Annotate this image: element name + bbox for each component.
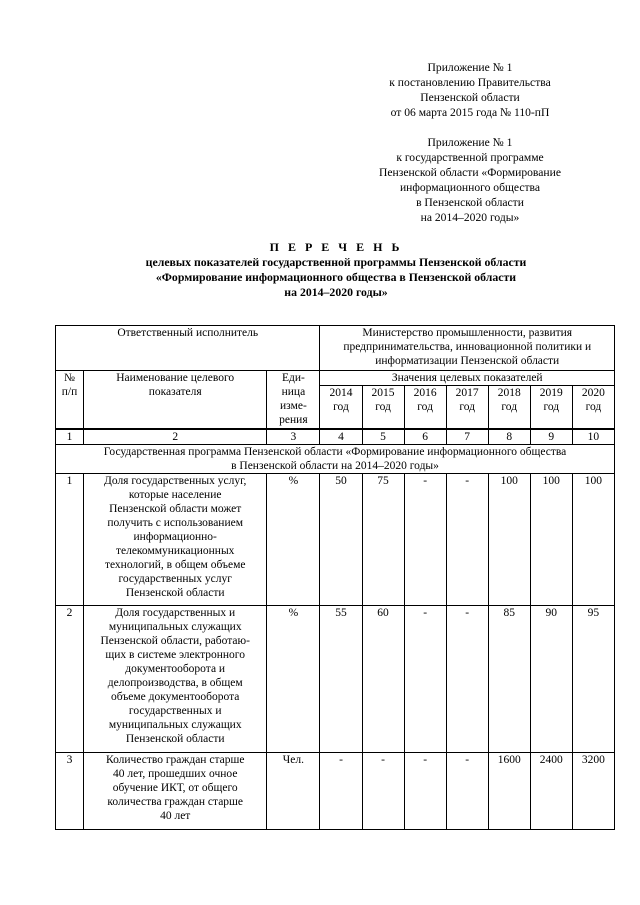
indicator-name-line: документооборота и bbox=[125, 663, 226, 675]
header-row bbox=[56, 371, 615, 386]
indicator-name-line: государственных услуг bbox=[118, 573, 232, 585]
year-cell bbox=[530, 386, 572, 430]
year-text: 2014 bbox=[329, 387, 353, 399]
column-number-cell: 5 bbox=[362, 429, 404, 445]
appendix-program-reference bbox=[360, 135, 580, 225]
value-cell: - bbox=[362, 753, 404, 830]
table-row bbox=[56, 753, 615, 830]
program-line: Государственная программа Пензенской области «Формирование информационного общества bbox=[103, 446, 567, 458]
appendix2-line: к государственной программе bbox=[396, 151, 544, 164]
indicator-name-line: 40 лет, прошедших очное bbox=[112, 768, 238, 780]
indicator-name-line: получить с использованием bbox=[107, 517, 243, 529]
header-values-cell bbox=[320, 371, 615, 386]
value-cell: 100 bbox=[488, 474, 530, 606]
year-cell bbox=[488, 386, 530, 430]
responsible-row bbox=[56, 326, 615, 371]
indicator-name-line: Пензенской области, работаю- bbox=[100, 635, 250, 647]
indicator-name-line: Пензенской области bbox=[125, 587, 225, 599]
table-row bbox=[56, 474, 615, 606]
year-cell bbox=[572, 386, 614, 430]
responsible-line: предпринимательства, инновационной политики и bbox=[343, 341, 592, 353]
indicator-name-line: Доля государственных услуг, bbox=[104, 475, 247, 487]
appendix1-line: от 06 марта 2015 года № 110-пП bbox=[390, 106, 550, 119]
header-text: изме- bbox=[280, 400, 307, 412]
appendix2-line: на 2014–2020 годы» bbox=[420, 211, 520, 224]
header-text: Еди- bbox=[281, 372, 305, 384]
indicator-name-line: обучение ИКТ, от общего bbox=[112, 782, 238, 794]
document-title bbox=[0, 240, 640, 300]
year-text: год bbox=[585, 401, 602, 413]
table-row bbox=[56, 606, 615, 753]
column-number-cell: 6 bbox=[404, 429, 446, 445]
row-number: 3 bbox=[56, 753, 84, 830]
title-line: на 2014–2020 годы» bbox=[284, 285, 388, 299]
value-cell: 3200 bbox=[572, 753, 614, 830]
value-cell: 1600 bbox=[488, 753, 530, 830]
column-number-cell: 9 bbox=[530, 429, 572, 445]
header-text: Наименование целевого bbox=[116, 372, 235, 384]
value-cell: - bbox=[446, 753, 488, 830]
indicator-name-line: которые население bbox=[128, 489, 222, 501]
column-number-cell: 4 bbox=[320, 429, 362, 445]
column-number-cell: 8 bbox=[488, 429, 530, 445]
program-row bbox=[56, 445, 615, 474]
value-cell: - bbox=[404, 606, 446, 753]
year-cell bbox=[362, 386, 404, 430]
indicator-name-line: Количество граждан старше bbox=[105, 754, 245, 766]
appendix2-line: в Пензенской области bbox=[416, 196, 524, 209]
year-text: 2018 bbox=[497, 387, 521, 399]
value-cell: - bbox=[320, 753, 362, 830]
header-text: показателя bbox=[148, 386, 202, 398]
year-text: год bbox=[375, 401, 391, 413]
value-cell: 50 bbox=[320, 474, 362, 606]
appendix1-line: к постановлению Правительства bbox=[389, 76, 551, 89]
indicator-name-line: щих в системе электронного bbox=[105, 649, 245, 661]
responsible-label-cell bbox=[56, 326, 320, 371]
appendix1-line: Приложение № 1 bbox=[427, 61, 513, 74]
appendix2-line: информационного общества bbox=[399, 181, 541, 194]
header-text: п/п bbox=[61, 386, 78, 398]
year-text: год bbox=[501, 401, 518, 413]
year-text: год bbox=[459, 401, 476, 413]
indicator-name-line: Доля государственных и bbox=[115, 607, 236, 619]
value-cell: 55 bbox=[320, 606, 362, 753]
year-text: год bbox=[333, 401, 349, 413]
responsible-value-cell bbox=[320, 326, 615, 371]
value-cell: 75 bbox=[362, 474, 404, 606]
indicator-name-line: делопроизводства, в общем bbox=[107, 677, 243, 689]
indicator-name-line: 40 лет bbox=[160, 810, 191, 822]
header-num-cell bbox=[56, 371, 84, 430]
value-cell: 2400 bbox=[530, 753, 572, 830]
program-cell bbox=[56, 445, 615, 474]
indicator-name-line: объеме документооборота bbox=[111, 691, 240, 703]
indicators-table bbox=[55, 325, 615, 830]
year-text: 2015 bbox=[371, 387, 395, 399]
header-name-cell bbox=[84, 371, 267, 430]
value-cell: 90 bbox=[530, 606, 572, 753]
header-text: Значения целевых показателей bbox=[391, 372, 543, 384]
title-line: «Формирование информационного общества в Пензенской области bbox=[155, 270, 517, 284]
year-cell bbox=[320, 386, 362, 430]
header-text: рения bbox=[279, 414, 308, 426]
appendix1-line: Пензенской области bbox=[420, 91, 520, 104]
indicator-name-line: государственных и bbox=[128, 705, 222, 717]
title-line: целевых показателей государственной программы Пензенской области bbox=[145, 255, 527, 269]
year-text: год bbox=[543, 401, 560, 413]
indicator-name-line: муниципальных служащих bbox=[108, 719, 242, 731]
indicator-name-line: Пензенской области bbox=[125, 733, 225, 745]
unit-cell: % bbox=[267, 474, 320, 606]
year-text: 2016 bbox=[413, 387, 437, 399]
column-number-cell: 10 bbox=[572, 429, 614, 445]
indicator-name-cell bbox=[84, 753, 267, 830]
year-text: 2019 bbox=[539, 387, 563, 399]
value-cell: 100 bbox=[572, 474, 614, 606]
value-cell: 85 bbox=[488, 606, 530, 753]
indicator-name-line: телекоммуникационных bbox=[115, 545, 235, 557]
year-text: 2020 bbox=[581, 387, 605, 399]
indicator-name-line: Пензенской области может bbox=[109, 503, 242, 515]
appendix-decree-reference bbox=[360, 60, 580, 120]
indicator-name-cell bbox=[84, 606, 267, 753]
header-text: ница bbox=[281, 386, 306, 398]
indicator-name-cell bbox=[84, 474, 267, 606]
column-number-cell: 7 bbox=[446, 429, 488, 445]
indicator-name-line: технологий, в общем объеме bbox=[104, 559, 246, 571]
row-number: 2 bbox=[56, 606, 84, 753]
year-cell bbox=[446, 386, 488, 430]
value-cell: 95 bbox=[572, 606, 614, 753]
responsible-line: информатизации Пензенской области bbox=[375, 355, 560, 367]
responsible-label: Ответственный исполнитель bbox=[117, 327, 259, 339]
value-cell: - bbox=[404, 753, 446, 830]
indicator-name-line: количества граждан старше bbox=[107, 796, 244, 808]
indicator-name-line: муниципальных служащих bbox=[108, 621, 242, 633]
appendix2-line: Пензенской области «Формирование bbox=[379, 166, 561, 179]
title-heading: П Е Р Е Ч Е Н Ь bbox=[269, 240, 403, 254]
value-cell: - bbox=[404, 474, 446, 606]
indicator-name-line: информационно- bbox=[133, 531, 217, 543]
column-number-row bbox=[56, 429, 615, 445]
header-text: № bbox=[64, 372, 76, 384]
program-line: в Пензенской области на 2014–2020 годы» bbox=[231, 460, 439, 472]
year-text: 2017 bbox=[455, 387, 479, 399]
year-cell bbox=[404, 386, 446, 430]
appendix2-line: Приложение № 1 bbox=[427, 136, 513, 149]
unit-cell: Чел. bbox=[267, 753, 320, 830]
responsible-line: Министерство промышленности, развития bbox=[362, 327, 573, 339]
column-number-cell: 2 bbox=[84, 429, 267, 445]
unit-cell: % bbox=[267, 606, 320, 753]
column-number-cell: 1 bbox=[56, 429, 84, 445]
value-cell: - bbox=[446, 606, 488, 753]
year-text: год bbox=[417, 401, 433, 413]
value-cell: 60 bbox=[362, 606, 404, 753]
header-unit-cell bbox=[267, 371, 320, 430]
value-cell: - bbox=[446, 474, 488, 606]
row-number: 1 bbox=[56, 474, 84, 606]
value-cell: 100 bbox=[530, 474, 572, 606]
column-number-cell: 3 bbox=[267, 429, 320, 445]
